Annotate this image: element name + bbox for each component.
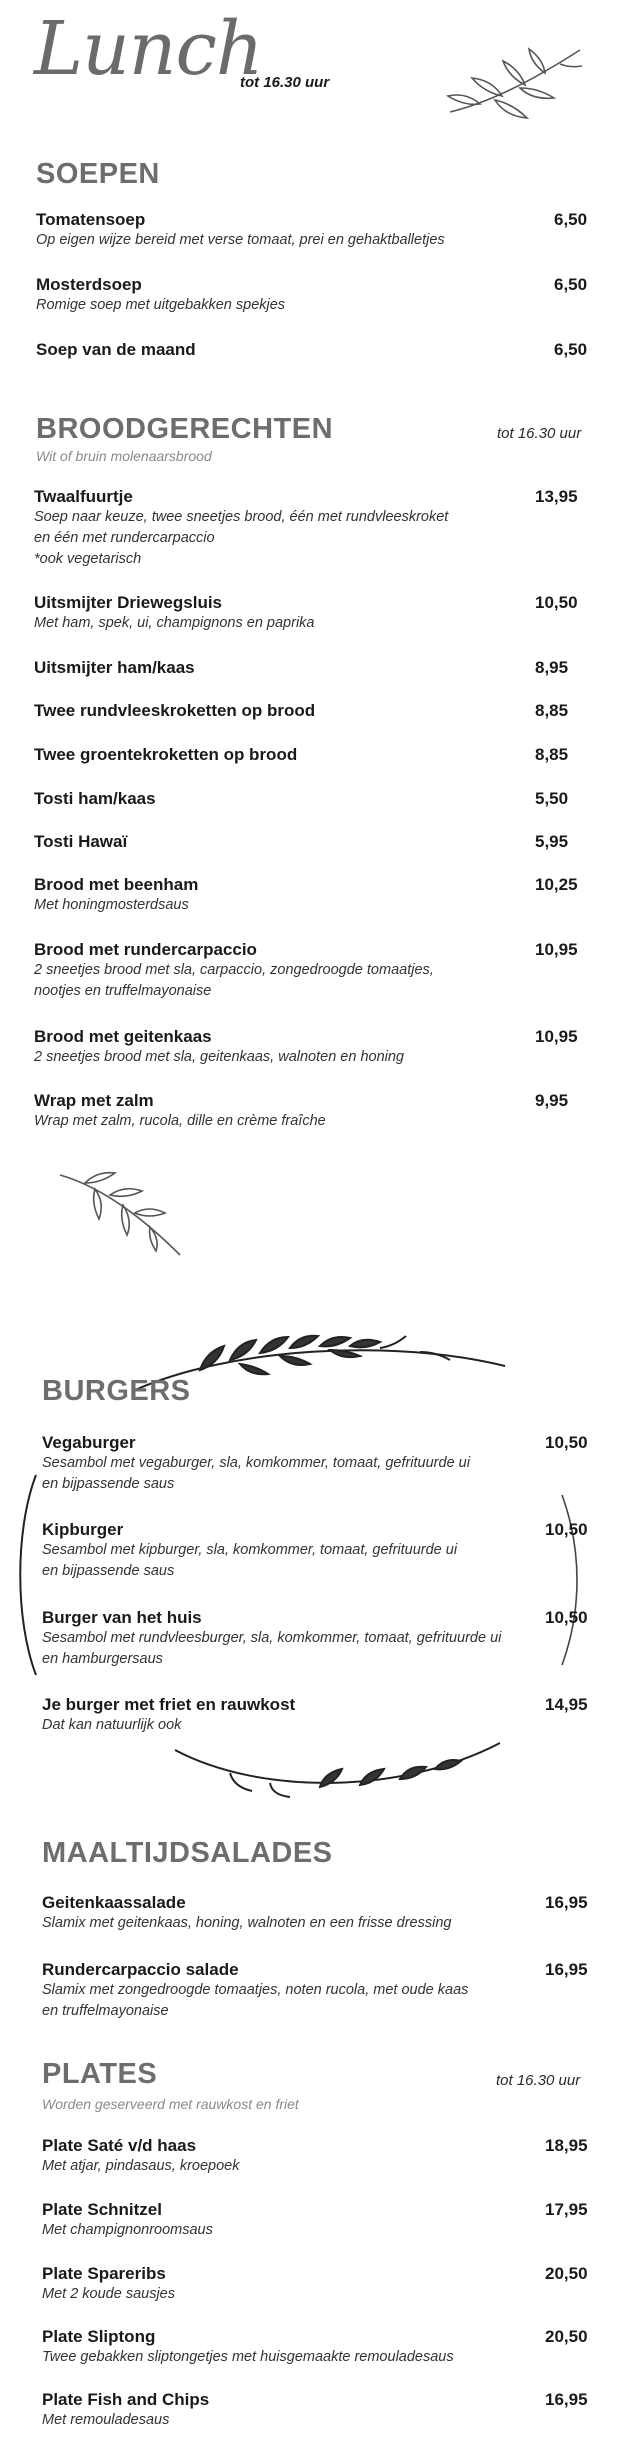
menu-item-price: 10,50 (545, 1520, 588, 1539)
section-title-broodgerechten: BROODGERECHTEN (36, 413, 334, 445)
menu-item (42, 2200, 602, 2241)
menu-item-name: Plate Fish and Chips (42, 2390, 210, 2409)
menu-item-name: Tomatensoep (36, 210, 146, 229)
menu-item (42, 2264, 602, 2305)
menu-item-description: Met remouladesaus (42, 2412, 170, 2428)
menu-item-description: Dat kan natuurlijk ook (42, 1717, 182, 1733)
section-title-soepen: SOEPEN (36, 158, 160, 190)
menu-item-name: Vegaburger (42, 1433, 136, 1452)
menu-item-price: 20,50 (545, 2327, 588, 2346)
menu-item-price: 6,50 (554, 275, 588, 294)
menu-item-description: Romige soep met uitgebakken spekjes (36, 297, 286, 313)
menu-item (42, 2136, 602, 2177)
menu-item-name: Twaalfuurtje (34, 487, 133, 506)
menu-item-description: 2 sneetjes brood met sla, geitenkaas, walnoten en honing (34, 1049, 404, 1065)
menu-item (42, 2390, 602, 2431)
menu-item-price: 8,95 (535, 658, 569, 677)
wreath-left-icon (10, 1470, 40, 1680)
menu-item (36, 340, 596, 360)
menu-item-description: Met ham, spek, ui, champignons en paprika (34, 615, 315, 631)
lunch-time-note: tot 16.30 uur (240, 74, 330, 91)
lunch-title: Lunch (34, 6, 263, 92)
menu-item-description: Soep naar keuze, twee sneetjes brood, één met rundvleeskroket en één met rundercarpaccio *ook vegetarisch (34, 509, 449, 567)
menu-item-description: Met 2 koude sausjes (42, 2286, 175, 2302)
menu-item-name: Plate Saté v/d haas (42, 2136, 197, 2155)
section-title-maaltijdsalades: MAALTIJDSALADES (42, 1837, 333, 1869)
menu-item-description: Met champignonroomsaus (42, 2222, 213, 2238)
menu-item-name: Plate Spareribs (42, 2264, 166, 2283)
menu-item-name: Plate Sliptong (42, 2327, 156, 2346)
menu-item-name: Plate Schnitzel (42, 2200, 162, 2219)
menu-item-name: Brood met geitenkaas (34, 1027, 212, 1046)
menu-item-name: Kipburger (42, 1520, 124, 1539)
menu-item (42, 2327, 602, 2368)
menu-item-description: Sesambol met vegaburger, sla, komkommer, tomaat, gefrituurde ui en bijpassende saus (42, 1455, 470, 1492)
broodgerechten-subtitle: Wit of bruin molenaarsbrood (36, 448, 212, 464)
menu-item-price: 5,50 (535, 789, 569, 808)
menu-item-name: Brood met beenham (34, 875, 199, 894)
menu-item (42, 1520, 602, 1582)
menu-item-name: Twee groentekroketten op brood (34, 745, 298, 764)
menu-item-price: 10,25 (535, 875, 578, 894)
menu-item-price: 10,50 (545, 1608, 588, 1627)
menu-item (34, 940, 594, 1002)
menu-item-price: 16,95 (545, 2390, 588, 2409)
menu-item-description: Slamix met geitenkaas, honing, walnoten en een frisse dressing (42, 1915, 452, 1931)
menu-item (34, 701, 594, 721)
menu-item-description: Slamix met zongedroogde tomaatjes, noten rucola, met oude kaas en truffelmayonaise (42, 1982, 469, 2019)
menu-item (34, 1027, 594, 1068)
menu-item (34, 658, 594, 678)
menu-item-price: 10,50 (535, 593, 578, 612)
menu-item-price: 13,95 (535, 487, 578, 506)
wreath-bottom-icon (170, 1735, 510, 1805)
menu-item-name: Burger van het huis (42, 1608, 202, 1627)
olive-branch-icon (440, 42, 590, 132)
menu-item (34, 789, 594, 809)
menu-item-description: Sesambol met rundvleesburger, sla, komkommer, tomaat, gefrituurde ui en hamburgersaus (42, 1630, 502, 1667)
olive-branch-icon (55, 1165, 195, 1265)
menu-item-name: Mosterdsoep (36, 275, 142, 294)
menu-item-description: Twee gebakken sliptongetjes met huisgemaakte remouladesaus (42, 2349, 454, 2365)
menu-item-name: Uitsmijter Driewegsluis (34, 593, 223, 612)
menu-item-description: Met atjar, pindasaus, kroepoek (42, 2158, 240, 2174)
menu-item (34, 745, 594, 765)
menu-item (42, 1433, 602, 1495)
menu-item-price: 6,50 (554, 340, 588, 359)
menu-item-name: Wrap met zalm (34, 1091, 154, 1110)
menu-item-name: Je burger met friet en rauwkost (42, 1695, 296, 1714)
menu-item-name: Rundercarpaccio salade (42, 1960, 239, 1979)
plates-time-note: tot 16.30 uur (496, 2072, 581, 2089)
menu-item-price: 16,95 (545, 1960, 588, 1979)
menu-item-description: Met honingmosterdsaus (34, 897, 189, 913)
menu-item-name: Tosti Hawaï (34, 832, 128, 851)
menu-item-price: 10,95 (535, 1027, 578, 1046)
menu-item (34, 487, 594, 570)
plates-subtitle: Worden geserveerd met rauwkost en friet (42, 2096, 299, 2112)
menu-item (34, 875, 594, 916)
menu-item-price: 18,95 (545, 2136, 588, 2155)
menu-item-price: 20,50 (545, 2264, 588, 2283)
menu-item-description: Op eigen wijze bereid met verse tomaat, prei en gehaktballetjes (36, 232, 445, 248)
menu-item-price: 8,85 (535, 701, 569, 720)
menu-item (36, 210, 596, 251)
menu-item (42, 1695, 602, 1736)
broodgerechten-time-note: tot 16.30 uur (497, 425, 582, 442)
menu-item (42, 1893, 602, 1934)
menu-item (34, 832, 594, 852)
menu-item-price: 17,95 (545, 2200, 588, 2219)
menu-item (42, 1960, 602, 2022)
menu-item (34, 593, 594, 634)
menu-item-price: 9,95 (535, 1091, 569, 1110)
menu-item-price: 8,85 (535, 745, 569, 764)
menu-item-price: 10,95 (535, 940, 578, 959)
menu-item-name: Brood met rundercarpaccio (34, 940, 257, 959)
menu-item-price: 16,95 (545, 1893, 588, 1912)
menu-item-name: Geitenkaassalade (42, 1893, 186, 1912)
menu-item-description: Wrap met zalm, rucola, dille en crème fraîche (34, 1113, 326, 1129)
menu-item-name: Uitsmijter ham/kaas (34, 658, 195, 677)
section-title-burgers: BURGERS (42, 1375, 191, 1407)
menu-item-name: Twee rundvleeskroketten op brood (34, 701, 316, 720)
menu-item-price: 6,50 (554, 210, 588, 229)
menu-item (42, 1608, 602, 1670)
menu-item-price: 5,95 (535, 832, 569, 851)
menu-item (36, 275, 596, 316)
menu-item-price: 10,50 (545, 1433, 588, 1452)
menu-item-price: 14,95 (545, 1695, 588, 1714)
menu-item (34, 1091, 594, 1132)
menu-item-name: Soep van de maand (36, 340, 196, 359)
menu-item-name: Tosti ham/kaas (34, 789, 156, 808)
section-title-plates: PLATES (42, 2058, 158, 2090)
menu-item-description: Sesambol met kipburger, sla, komkommer, tomaat, gefrituurde ui en bijpassende saus (42, 1542, 458, 1579)
menu-item-description: 2 sneetjes brood met sla, carpaccio, zongedroogde tomaatjes, nootjes en truffelmayonaise (34, 962, 434, 999)
